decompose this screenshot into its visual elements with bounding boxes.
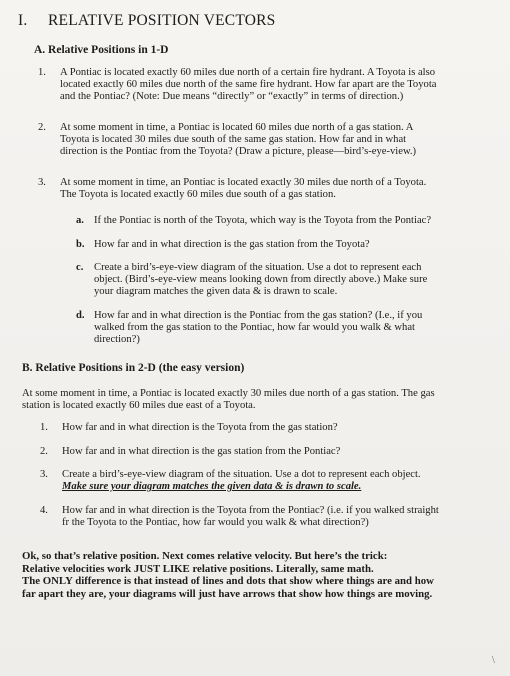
intro-line: At some moment in time, a Pontiac is located exactly 30 miles due north of a gas station. The gas <box>22 388 435 399</box>
item-line: and the Pontiac? (Note: Due means “directly” or “exactly” in terms of direction.) <box>60 91 404 103</box>
section-number: I. <box>18 12 28 29</box>
part-b-heading: B. Relative Positions in 2-D (the easy version) <box>22 362 245 374</box>
closing-note <box>22 550 507 600</box>
part-a-subitem-c <box>76 262 496 302</box>
part-a-heading: A. Relative Positions in 1-D <box>34 44 169 56</box>
item-line: Create a bird’s-eye-view diagram of the situation. Use a dot to represent each object. <box>62 469 421 480</box>
item-line: How far and in what direction is the Pontiac from the gas station? (I.e., if you <box>94 310 423 321</box>
subitem-letter: a. <box>76 215 84 226</box>
subitem-letter: c. <box>76 262 84 273</box>
closing-line: Ok, so that’s relative position. Next comes relative velocity. But here’s the trick: <box>22 550 388 562</box>
part-b-intro <box>22 388 502 412</box>
section-title <box>18 12 275 30</box>
section-title-text: RELATIVE POSITION VECTORS <box>48 12 276 29</box>
item-number: 3. <box>40 469 48 480</box>
item-line: How far and in what direction is the gas station from the Toyota? <box>94 239 370 250</box>
subitem-letter: d. <box>76 310 85 321</box>
item-line: direction?) <box>94 334 140 346</box>
item-line: How far and in what direction is the Toyota from the Pontiac? (i.e. if you walked straight <box>62 505 439 516</box>
part-a-item-3 <box>38 177 498 205</box>
closing-line: Relative velocities work JUST LIKE relative positions. Literally, same math. <box>22 562 374 575</box>
part-a-subitem-b <box>76 239 496 253</box>
item-line: object. (Bird’s-eye-view means looking down from directly above.) Make sure <box>94 274 428 286</box>
intro-line: station is located exactly 60 miles due east of a Toyota. <box>22 400 256 412</box>
item-line: The Toyota is located exactly 60 miles due south of a gas station. <box>60 189 336 201</box>
item-line: How far and in what direction is the gas station from the Pontiac? <box>62 446 341 457</box>
item-line: located exactly 60 miles due north of the same fire hydrant. How far apart are the Toyota <box>60 79 437 91</box>
item-number: 4. <box>40 505 48 516</box>
item-line: Toyota is located 30 miles due south of the same gas station. How far and in what <box>60 134 407 146</box>
part-b-item-2 <box>40 446 500 460</box>
closing-line: far apart they are, your diagrams will just have arrows that show how things are moving. <box>22 587 433 600</box>
part-a-item-2 <box>38 122 498 162</box>
subitem-letter: b. <box>76 239 85 250</box>
part-b-item-4 <box>40 505 500 533</box>
item-line: If the Pontiac is north of the Toyota, which way is the Toyota from the Pontiac? <box>94 215 432 226</box>
part-b-item-1 <box>40 422 500 436</box>
item-line: walked from the gas station to the Pontiac, how far would you walk & what <box>94 322 415 334</box>
item-line: direction is the Pontiac from the Toyota? (Draw a picture, please—bird’s-eye-view.) <box>60 146 417 158</box>
part-b-item-3 <box>40 469 500 497</box>
part-a-subitem-d <box>76 310 496 350</box>
part-a-subitem-a <box>76 215 496 229</box>
item-number: 1. <box>40 422 48 433</box>
item-line: How far and in what direction is the Toyota from the gas station? <box>62 422 338 433</box>
item-line: fr the Toyota to the Pontiac, how far would you walk & what direction?) <box>62 517 369 529</box>
item-number: 2. <box>38 122 46 133</box>
corner-mark: \ <box>492 655 495 666</box>
part-a-item-1 <box>38 67 498 107</box>
item-line: At some moment in time, a Pontiac is located 60 miles due north of a gas station. A <box>60 122 414 133</box>
item-line: Create a bird’s-eye-view diagram of the situation. Use a dot to represent each <box>94 262 422 273</box>
item-line: A Pontiac is located exactly 60 miles due north of a certain fire hydrant. A Toyota is also <box>60 67 436 78</box>
item-number: 1. <box>38 67 46 78</box>
item-line: your diagram matches the given data & is drawn to scale. <box>94 286 338 298</box>
closing-line: The ONLY difference is that instead of lines and dots that show where things are and how <box>22 575 434 588</box>
item-line: At some moment in time, an Pontiac is located exactly 30 miles due north of a Toyota. <box>60 177 427 188</box>
item-line: Make sure your diagram matches the given data & is drawn to scale. <box>62 481 362 493</box>
item-number: 3. <box>38 177 46 188</box>
item-number: 2. <box>40 446 48 457</box>
